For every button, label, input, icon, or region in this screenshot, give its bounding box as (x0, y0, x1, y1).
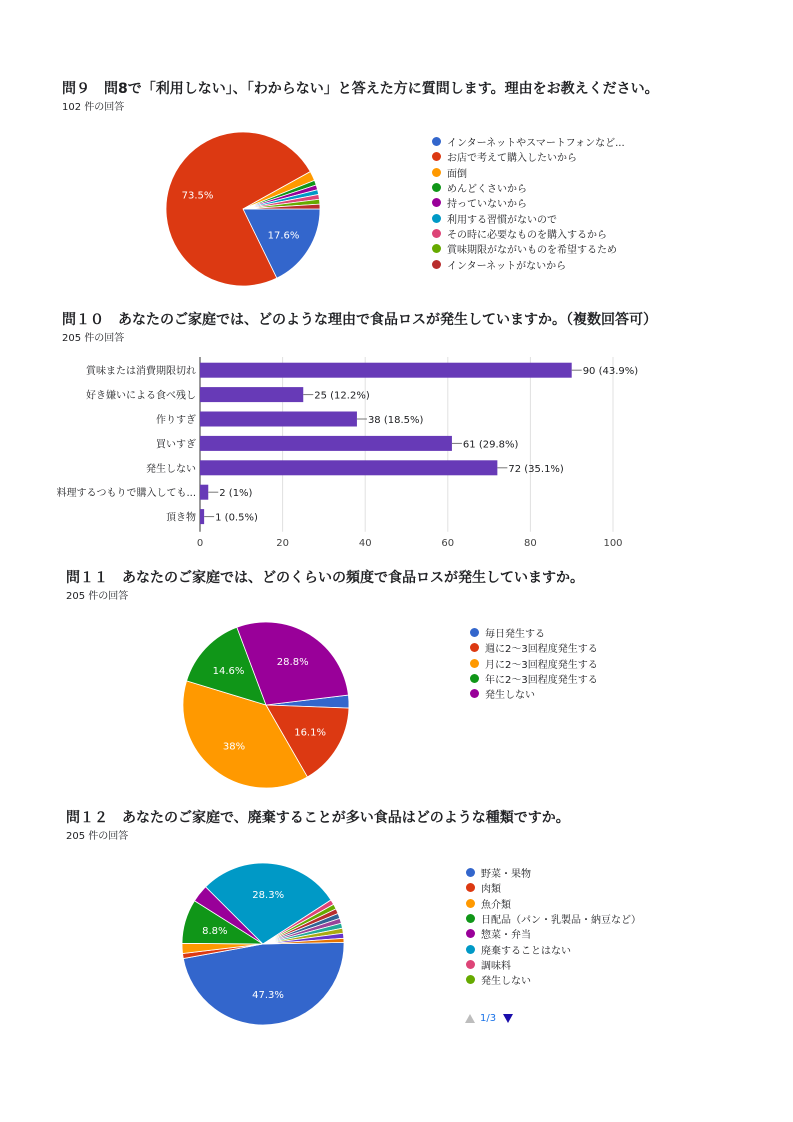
x-tick-label: 100 (603, 537, 623, 549)
q9-legend-label: 利用する習慣がないので (447, 214, 557, 226)
q12-legend-item[interactable] (466, 865, 641, 880)
q11-legend-label: 月に2～3回程度発生する (485, 659, 598, 671)
q11-slice-label-2: 38% (222, 741, 246, 753)
legend-color-icon (466, 975, 475, 984)
q12-legend-label: 発生しない (481, 976, 531, 988)
q12-slice-label-0: 47.3% (252, 990, 284, 1001)
q9-legend-label: 賞味期限がながいものを希望するため (447, 245, 617, 257)
q9-slice-label-0: 17.6% (267, 230, 300, 242)
x-tick-label: 80 (524, 537, 537, 549)
q12-legend-label: 廃棄することはない (481, 945, 571, 957)
q9-legend-label: その時に必要なものを購入するから (447, 229, 607, 241)
legend-color-icon (466, 960, 475, 969)
legend-color-icon (466, 868, 475, 877)
q11-legend-label: 発生しない (485, 690, 535, 702)
q10-title: 問１０ あなたのご家庭では、どのような理由で食品ロスが発生していますか。（複数回答可） (62, 312, 657, 328)
q12-response-count: 205 件の回答 (66, 831, 129, 842)
data-label: 25 (12.2%) (314, 390, 370, 402)
q9-response-count: 102 件の回答 (62, 102, 125, 113)
category-label: 作りすぎ (156, 415, 196, 426)
q12-legend-item[interactable] (466, 926, 641, 941)
pager-text: 1/3 (480, 1013, 497, 1024)
x-tick-label: 40 (358, 537, 372, 549)
q11-response-count: 205 件の回答 (66, 591, 129, 602)
data-label: 2 (1%) (219, 488, 253, 500)
legend-color-icon (466, 899, 475, 908)
q11-legend-label: 年に2～3回程度発生する (485, 675, 598, 687)
q12-legend-item[interactable] (466, 941, 641, 956)
q12-legend-label: 野菜・果物 (481, 869, 531, 881)
category-label: 賞味または消費期限切れ (86, 366, 196, 378)
q11-legend-label: 週に2～3回程度発生する (485, 644, 598, 656)
category-label: 頂き物 (166, 512, 196, 524)
category-label: 発生しない (146, 463, 196, 475)
q12-legend-item[interactable] (466, 880, 641, 895)
legend-color-icon (466, 945, 475, 954)
legend-color-icon (466, 929, 475, 938)
data-label: 1 (0.5%) (215, 512, 258, 524)
x-tick-label: 60 (441, 537, 455, 549)
x-tick-label: 20 (276, 537, 289, 549)
q12-legend-label: 肉類 (481, 884, 501, 896)
legend-color-icon (466, 914, 475, 923)
q12-legend (466, 865, 641, 987)
q12-title: 問１２ あなたのご家庭で、廃棄することが多い食品はどのような種類ですか。 (66, 810, 570, 826)
q12-legend-item[interactable] (466, 972, 641, 987)
q12-legend-item[interactable] (466, 911, 641, 926)
data-label: 38 (18.5%) (367, 415, 424, 426)
q12-legend-label: 魚介類 (481, 899, 511, 911)
q12-legend-label: 惣菜・弁当 (481, 930, 531, 942)
x-tick-label: 0 (196, 537, 204, 549)
legend-color-icon (466, 883, 475, 892)
q11-slice-label-4: 28.8% (276, 657, 309, 668)
q9-legend-label: 持っていないから (447, 199, 527, 211)
q12-legend-label: 日配品（パン・乳製品・納豆など） (481, 915, 641, 927)
legend-pager (465, 1013, 513, 1024)
q11-slice-label-3: 14.6% (212, 665, 245, 677)
q12-slice-0 (183, 942, 344, 1025)
q9-title: 問９ 問8で「利用しない」、「わからない」と答えた方に質問します。理由をお教えください。 (62, 81, 659, 97)
q12-legend-item[interactable] (466, 957, 641, 972)
data-label: 72 (35.1%) (508, 463, 564, 475)
q9-legend-label: めんどくさいから (447, 184, 527, 196)
q12-legend-item[interactable] (466, 896, 641, 911)
category-label: 料理するつもりで購入しても... (56, 488, 196, 500)
data-label: 90 (43.9%) (582, 366, 639, 378)
q12-slice-label-5: 28.3% (252, 890, 285, 902)
q9-legend-label: お店で考えて購入したいから (447, 153, 577, 165)
q12-slice-label-3: 8.8% (202, 925, 228, 937)
q10-response-count: 205 件の回答 (62, 333, 125, 344)
q12-legend-label: 調味料 (481, 960, 511, 972)
q9-legend-label: 面倒 (447, 168, 467, 180)
q11-legend-label: 毎日発生する (485, 629, 545, 641)
data-label: 61 (29.8%) (462, 439, 519, 451)
category-label: 好き嫌いによる食べ残し (86, 390, 196, 402)
q9-slice-label-1: 73.5% (181, 190, 214, 202)
q9-legend-label: インターネットやスマートフォンなど... (447, 138, 625, 150)
q11-title: 問１１ あなたのご家庭では、どのくらいの頻度で食品ロスが発生していますか。 (66, 570, 584, 586)
category-label: 買いすぎ (156, 439, 196, 451)
q9-legend-label: インターネットがないから (447, 260, 567, 272)
triangle-down-icon[interactable] (503, 1014, 513, 1023)
q11-slice-label-1: 16.1% (294, 727, 326, 739)
triangle-up-icon[interactable] (465, 1014, 475, 1023)
